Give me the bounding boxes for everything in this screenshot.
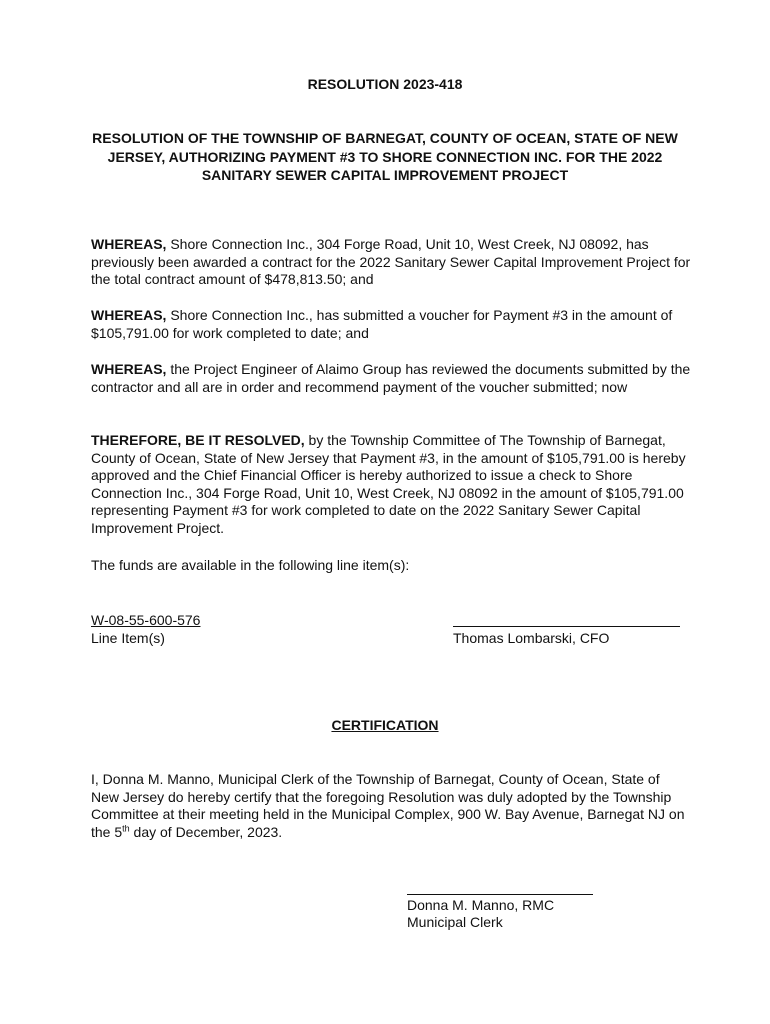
clerk-signature-line bbox=[407, 894, 593, 895]
funds-statement: The funds are available in the following line item(s): bbox=[91, 557, 410, 573]
certification-text bbox=[91, 771, 691, 841]
resolution-title: RESOLUTION OF THE TOWNSHIP OF BARNEGAT, COUNTY OF OCEAN, STATE OF NEW JERSEY, AUTHORIZING PAYMENT #3 TO SHORE CONNECTION INC. FOR THE 2022 SANITARY SEWER CAPITAL IMPROVEMENT PROJECT bbox=[92, 130, 678, 183]
line-item-code: W-08-55-600-576 bbox=[91, 612, 201, 628]
paragraph-lead: WHEREAS, bbox=[91, 236, 167, 252]
whereas-paragraph-1 bbox=[91, 236, 691, 289]
paragraph-lead: THEREFORE, BE IT RESOLVED, bbox=[91, 432, 305, 448]
whereas-paragraph-3 bbox=[91, 361, 691, 396]
paragraph-text: Shore Connection Inc., 304 Forge Road, Unit 10, West Creek, NJ 08092, has previously been awarded a contract for the 2022 Sanitary Sewer Capital Improvement Project for the total contract amount of $478,813.50; and bbox=[91, 236, 691, 288]
paragraph-text: the Project Engineer of Alaimo Group has reviewed the documents submitted by the contractor and all are in order and recommend payment of the voucher submitted; now bbox=[91, 361, 691, 395]
resolved-paragraph bbox=[91, 432, 691, 538]
cfo-signature-name: Thomas Lombarski, CFO bbox=[453, 630, 610, 646]
clerk-signature-name: Donna M. Manno, RMC bbox=[407, 897, 555, 913]
ordinal-suffix: th bbox=[122, 823, 130, 834]
certification-text-end: day of December, 2023. bbox=[129, 823, 283, 840]
paragraph-text: Shore Connection Inc., has submitted a voucher for Payment #3 in the amount of $105,791.00 for work completed to date; and bbox=[91, 307, 673, 341]
paragraph-lead: WHEREAS, bbox=[91, 361, 167, 377]
resolution-number: RESOLUTION 2023-418 bbox=[307, 76, 463, 92]
whereas-paragraph-2 bbox=[91, 307, 691, 342]
certification-text-main: I, Donna M. Manno, Municipal Clerk of the Township of Barnegat, County of Ocean, State of New Jersey do hereby certify that the foregoing Resolution was duly adopted by the Township Committee at their meeting held in the Municipal Complex, 900 W. Bay Avenue, Barnegat NJ on the 5 bbox=[91, 771, 685, 840]
certification-heading: CERTIFICATION bbox=[331, 717, 439, 733]
cfo-signature-line bbox=[453, 626, 680, 627]
clerk-signature-title: Municipal Clerk bbox=[407, 914, 503, 930]
paragraph-text: by the Township Committee of The Township of Barnegat, County of Ocean, State of New Jersey that Payment #3, in the amount of $105,791.00 is hereby approved and the Chief Financial Officer is hereby authorized to issue a check to Shore Connection Inc., 304 Forge Road, Unit 10, West Creek, NJ 08092 in the amount of $105,791.00 representing Payment #3 for work completed to date on the 2022 Sanitary Sewer Capital Improvement Project. bbox=[91, 432, 686, 536]
line-item-label: Line Item(s) bbox=[91, 630, 165, 646]
paragraph-lead: WHEREAS, bbox=[91, 307, 167, 323]
